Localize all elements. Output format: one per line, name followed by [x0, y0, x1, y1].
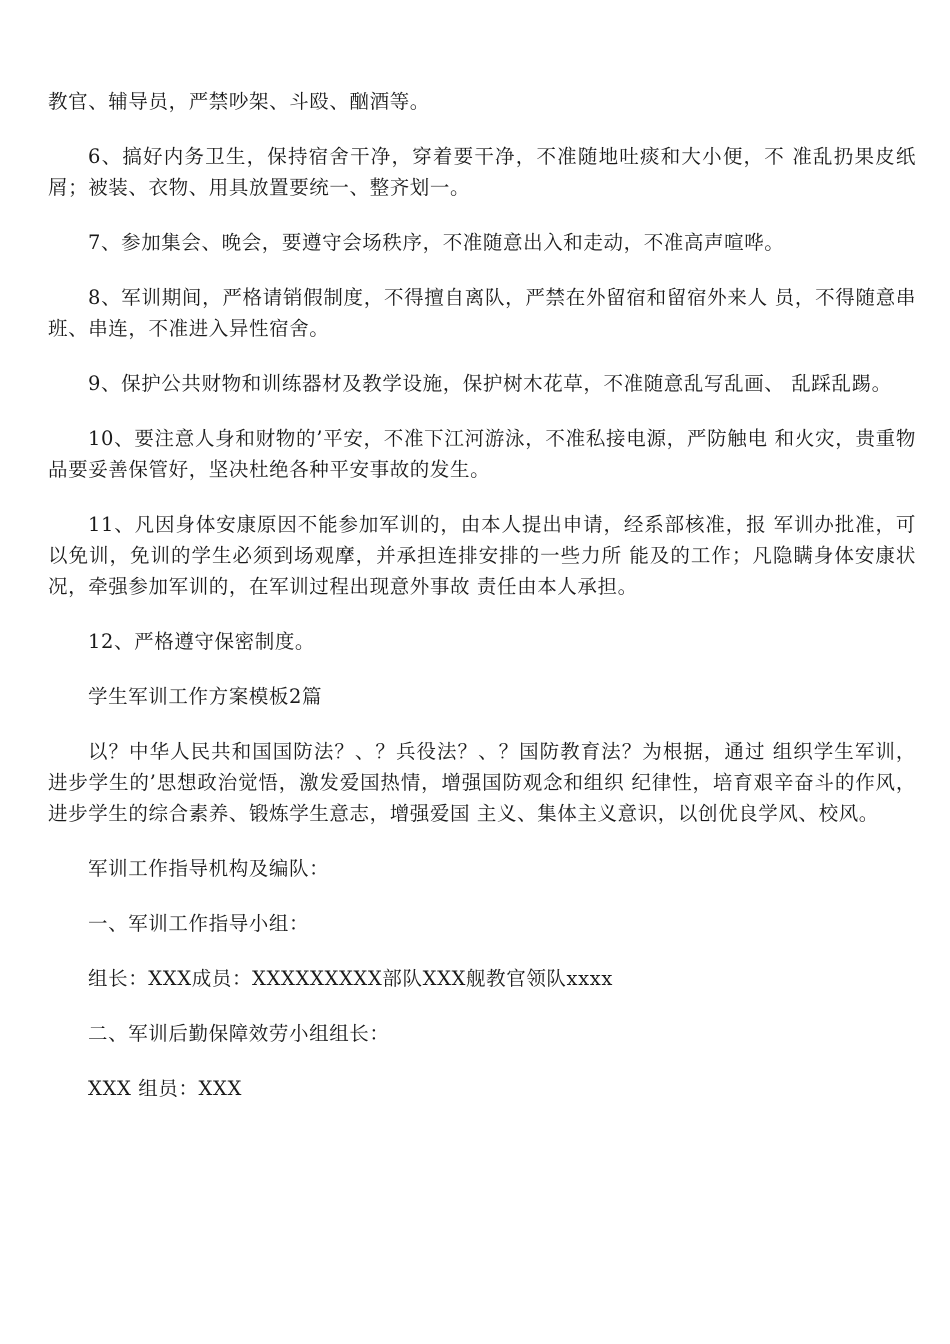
section-title: 学生军训工作方案模板2篇: [88, 685, 323, 708]
paragraph-4: 8、军训期间，严格请销假制度，不得擅自离队，严禁在外留宿和留宿外来人 员，不得随意串班、串连，不准进入异性宿舍。: [48, 286, 916, 340]
paragraph-7: 11、凡因身体安康原因不能参加军训的，由本人提出申请，经系部核准，报 军训办批准，可以免训，免训的学生必须到场观摩，并承担连排安排的一些力所 能及的工作；凡隐瞒身体安康状况，牵强参加军训的，在军训过程出现意外事故 责任由本人承担。: [48, 513, 916, 598]
paragraph-10: 以？中华人民共和国国防法？、？兵役法？、？国防教育法？为根据，通过 组织学生军训，进步学生的’思想政治觉悟，激发爱国热情，增强国防观念和组织 纪律性，培育艰辛奋斗的作风，进步学生的综合素养、锻炼学生意志，增强爱国 主义、集体主义意识，以创优良学风、校风。: [48, 740, 916, 825]
paragraph-13: 组长：XXX成员：XXXXXXXXX部队XXX舰教官领队xxxx: [88, 967, 613, 990]
document-page: [48, 86, 916, 1128]
paragraph-15: XXX 组员：XXX: [88, 1077, 242, 1100]
paragraph-3: 7、参加集会、晚会，要遵守会场秩序，不准随意出入和走动，不准高声喧哗。: [88, 231, 785, 254]
paragraph-5: 9、保护公共财物和训练器材及教学设施，保护树木花草，不准随意乱写乱画、 乱踩乱踢。: [88, 372, 892, 395]
paragraph-14: 二、军训后勤保障效劳小组组长：: [88, 1022, 390, 1045]
paragraph-2: 6、搞好内务卫生，保持宿舍干净，穿着要干净，不准随地吐痰和大小便，不 准乱扔果皮纸屑；被装、衣物、用具放置要统一、整齐划一。: [48, 145, 916, 199]
paragraph-12: 一、军训工作指导小组：: [88, 912, 310, 935]
paragraph-11: 军训工作指导机构及编队：: [88, 857, 330, 880]
paragraph-6: 10、要注意人身和财物的’平安，不准下江河游泳，不准私接电源，严防触电 和火灾，贵重物品要妥善保管好，坚决杜绝各种平安事故的发生。: [48, 427, 916, 481]
paragraph-8: 12、严格遵守保密制度。: [88, 630, 316, 653]
paragraph-1: 教官、辅导员，严禁吵架、斗殴、酗酒等。: [48, 90, 430, 113]
